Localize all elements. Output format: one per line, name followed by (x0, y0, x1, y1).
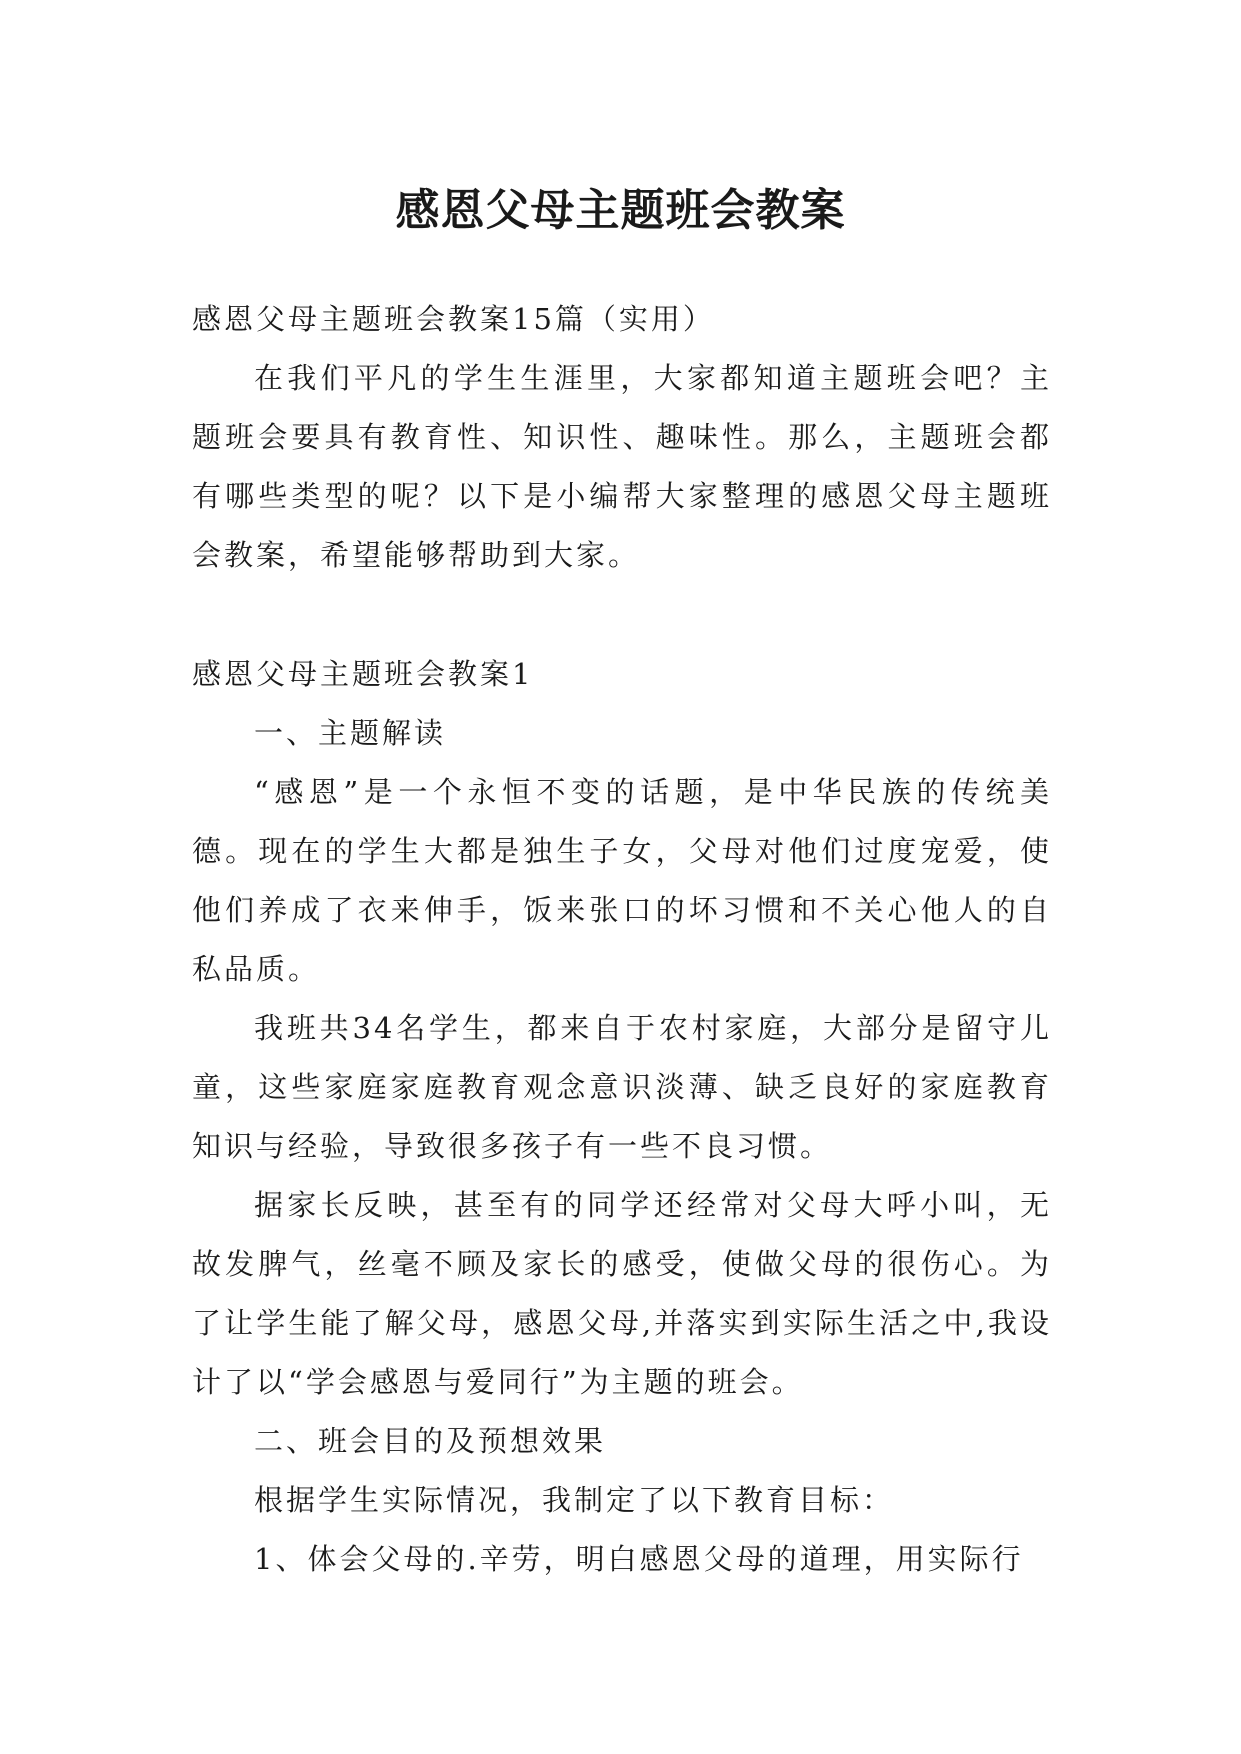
document-title: 感恩父母主题班会教案 (395, 185, 846, 237)
goal-item-1: 1、体会父母的.辛劳，明白感恩父母的道理，用实际行 (254, 1542, 1024, 1576)
part-heading-theme: 一、主题解读 (254, 716, 447, 750)
body-paragraph-goals-intro: 根据学生实际情况，我制定了以下教育目标： (254, 1483, 895, 1517)
body-paragraph-class-info: 我班共34名学生，都来自于农村家庭，大部分是留守儿童，这些家庭家庭教育观念意识淡薄、缺乏良好的家庭教育知识与经验，导致很多孩子有一些不良习惯。 (192, 1011, 1052, 1163)
document-subtitle: 感恩父母主题班会教案15篇（实用） (192, 302, 715, 336)
document-body (192, 290, 1052, 1589)
intro-paragraph: 在我们平凡的学生生涯里，大家都知道主题班会吧？主题班会要具有教育性、知识性、趣味性。那么，主题班会都有哪些类型的呢？以下是小编帮大家整理的感恩父母主题班会教案，希望能够帮助到大家。 (192, 361, 1052, 572)
body-paragraph-gratitude: “感恩”是一个永恒不变的话题，是中华民族的传统美德。现在的学生大都是独生子女，父母对他们过度宠爱，使他们养成了衣来伸手，饭来张口的坏习惯和不关心他人的自私品质。 (192, 775, 1052, 986)
section-heading: 感恩父母主题班会教案1 (192, 657, 534, 691)
part-heading-goals: 二、班会目的及预想效果 (254, 1424, 607, 1458)
body-paragraph-parent-feedback: 据家长反映，甚至有的同学还经常对父母大呼小叫，无故发脾气，丝毫不顾及家长的感受，使做父母的很伤心。为了让学生能了解父母，感恩父母,并落实到实际生活之中,我设计了以“学会感恩与爱同行”为主题的班会。 (192, 1188, 1052, 1399)
